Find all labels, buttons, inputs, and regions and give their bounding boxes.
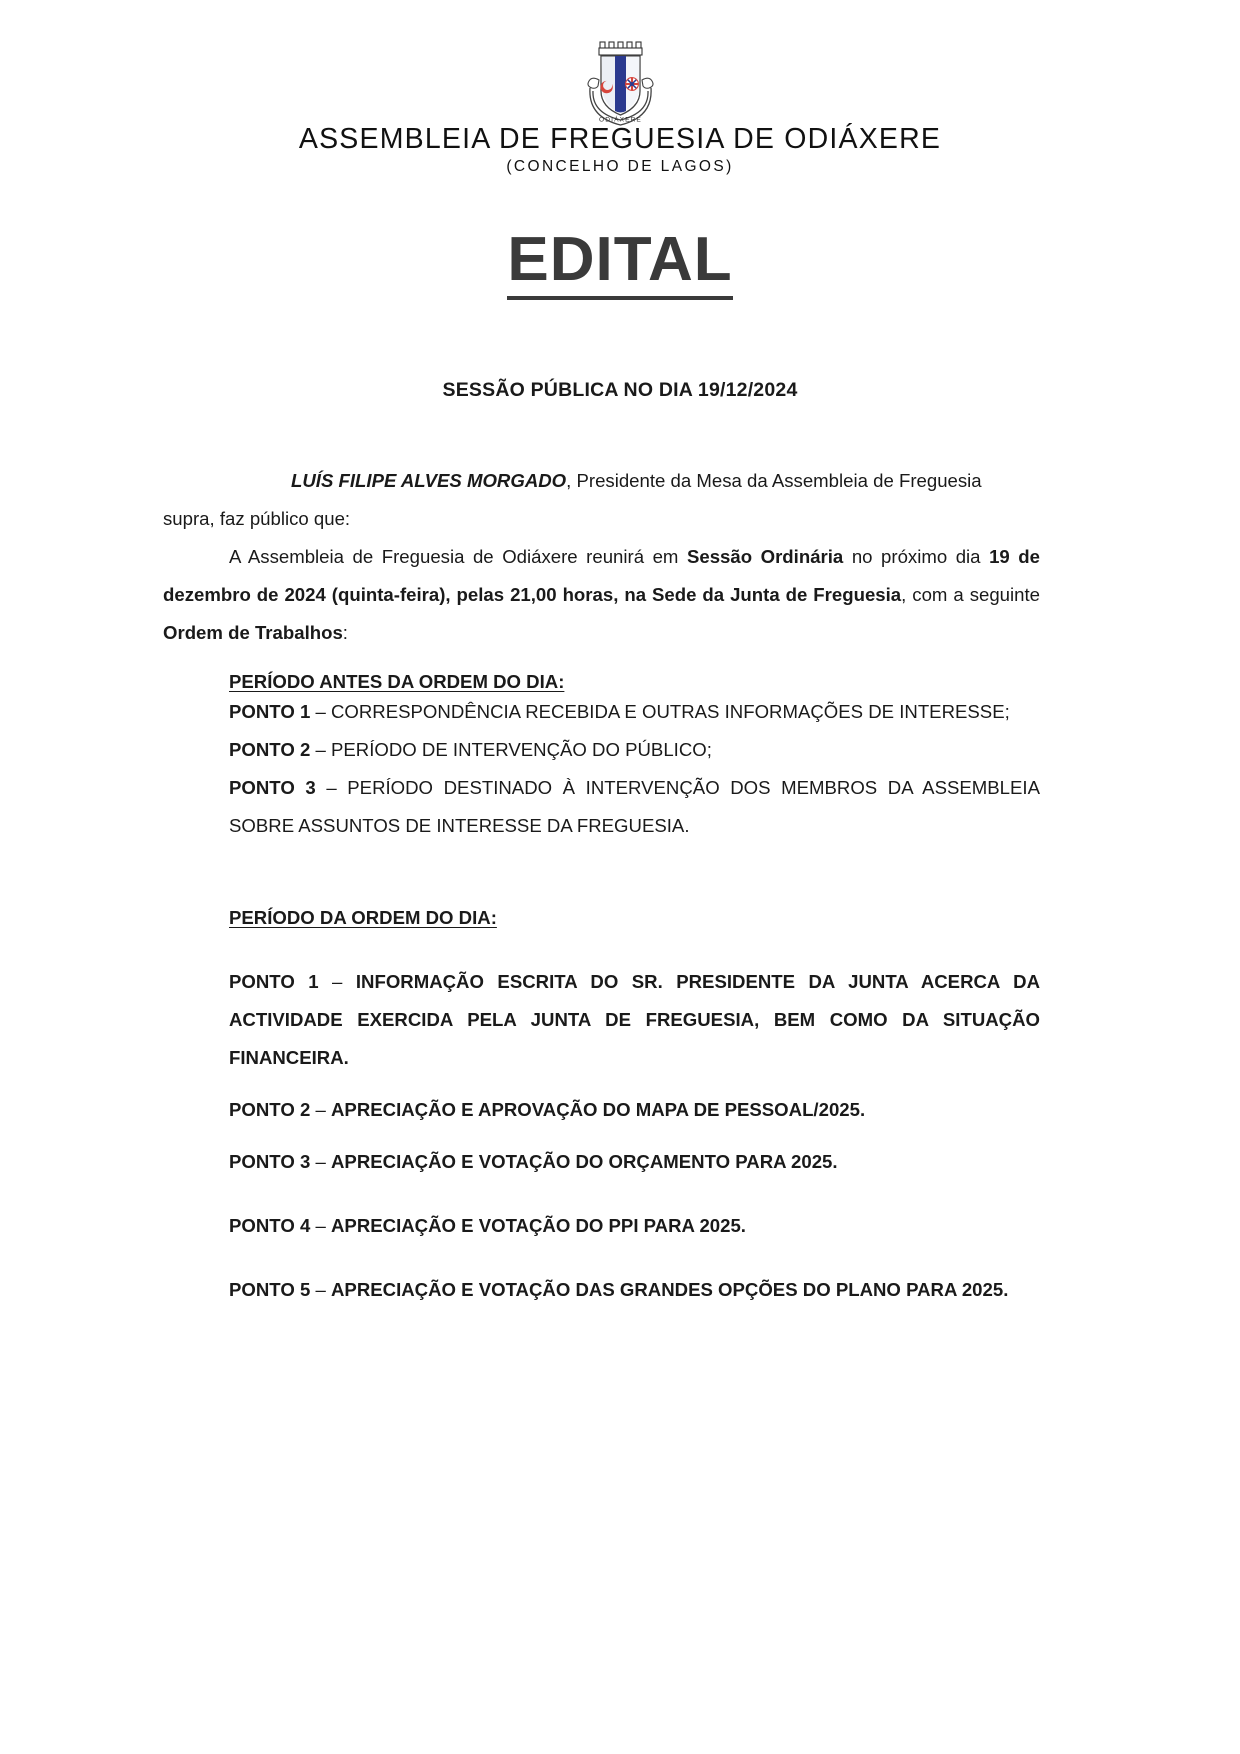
svg-text:ODIÁXERE: ODIÁXERE	[599, 116, 642, 124]
agenda-item	[229, 963, 1040, 1077]
ponto-dash: –	[310, 701, 331, 722]
spacer	[229, 929, 1040, 963]
ponto-dash: –	[310, 1099, 331, 1120]
meeting-type: Sessão Ordinária	[686, 546, 844, 567]
meeting-text-a: A Assembleia de Freguesia de Odiáxere reunirá em	[229, 546, 687, 567]
ponto-dash: –	[315, 777, 348, 798]
ponto-text: APRECIAÇÃO E VOTAÇÃO DO ORÇAMENTO PARA 2025.	[330, 1151, 838, 1172]
president-role: , Presidente da Mesa da Assembleia de Freguesia	[566, 470, 982, 491]
ponto-text: APRECIAÇÃO E APROVAÇÃO DO MAPA DE PESSOAL/2025.	[330, 1099, 866, 1120]
ponto-label: PONTO 3	[229, 777, 316, 798]
meeting-text-c: no próximo dia	[843, 546, 990, 567]
ponto-text: CORRESPONDÊNCIA RECEBIDA E OUTRAS INFORMAÇÕES DE INTERESSE;	[330, 701, 1010, 722]
page-title	[0, 224, 1240, 295]
agenda-label: Ordem de Trabalhos	[163, 622, 343, 643]
spacer	[229, 1181, 1040, 1207]
organization-subtitle: (CONCELHO DE LAGOS)	[506, 158, 734, 175]
ponto-text: APRECIAÇÃO E VOTAÇÃO DAS GRANDES OPÇÕES DO PLANO PARA 2025.	[330, 1279, 1009, 1300]
section-order-heading: PERÍODO DA ORDEM DO DIA:	[229, 907, 497, 928]
ponto-dash: –	[310, 739, 331, 760]
ponto-dash: –	[318, 971, 356, 992]
ponto-text: INFORMAÇÃO ESCRITA DO SR. PRESIDENTE DA JUNTA ACERCA DA ACTIVIDADE EXERCIDA PELA JUNTA DE FREGUESIA, BEM COMO DA SITUAÇÃO FINANCEIRA.	[229, 971, 1040, 1068]
agenda-item	[229, 731, 1040, 769]
ponto-text: PERÍODO DESTINADO À INTERVENÇÃO DOS MEMBROS DA ASSEMBLEIA SOBRE ASSUNTOS DE INTERESSE DA FREGUESIA.	[229, 777, 1040, 836]
session-subtitle: SESSÃO PÚBLICA NO DIA 19/12/2024	[442, 379, 798, 401]
ponto-label: PONTO 4	[229, 1215, 311, 1236]
spacer	[229, 1077, 1040, 1091]
ponto-label: PONTO 3	[229, 1151, 311, 1172]
agenda-item	[229, 769, 1040, 845]
agenda-item	[229, 693, 1040, 731]
intro-paragraph-3	[163, 538, 1040, 652]
president-name: LUÍS FILIPE ALVES MORGADO	[291, 470, 567, 491]
agenda-item	[229, 1091, 1040, 1129]
intro-paragraph-2: supra, faz público que:	[163, 508, 351, 529]
intro-paragraph-1	[163, 462, 1040, 500]
ponto-dash: –	[310, 1279, 331, 1300]
agenda-item	[229, 1271, 1040, 1309]
meeting-text-e: , com a seguinte	[901, 584, 1040, 605]
ponto-label: PONTO 1	[229, 971, 319, 992]
intro-block	[163, 462, 1040, 652]
ponto-label: PONTO 5	[229, 1279, 311, 1300]
spacer	[229, 1245, 1040, 1271]
crest-container	[0, 33, 1240, 135]
agenda-item	[229, 1207, 1040, 1245]
ponto-text: APRECIAÇÃO E VOTAÇÃO DO PPI PARA 2025.	[330, 1215, 746, 1236]
spacer	[229, 1129, 1040, 1143]
ponto-dash: –	[310, 1151, 331, 1172]
agenda-item	[229, 1143, 1040, 1181]
section-before-heading: PERÍODO ANTES DA ORDEM DO DIA:	[229, 671, 565, 692]
page-title-text: EDITAL	[507, 225, 732, 300]
ponto-label: PONTO 2	[229, 1099, 311, 1120]
ponto-text: PERÍODO DE INTERVENÇÃO DO PÚBLICO;	[330, 739, 712, 760]
meeting-text-g: :	[342, 622, 348, 643]
meeting-datetime: 19 de dezembro de 2024 (quinta-feira), pelas 21,00 horas, na Sede da Junta de Freguesia	[163, 546, 1040, 605]
coat-of-arms-icon	[572, 33, 668, 135]
section-before-order	[229, 671, 1040, 845]
ponto-label: PONTO 1	[229, 701, 311, 722]
ponto-label: PONTO 2	[229, 739, 311, 760]
section-order-of-day	[229, 907, 1040, 1309]
ponto-dash: –	[310, 1215, 331, 1236]
organization-title: ASSEMBLEIA DE FREGUESIA DE ODIÁXERE	[298, 123, 942, 155]
